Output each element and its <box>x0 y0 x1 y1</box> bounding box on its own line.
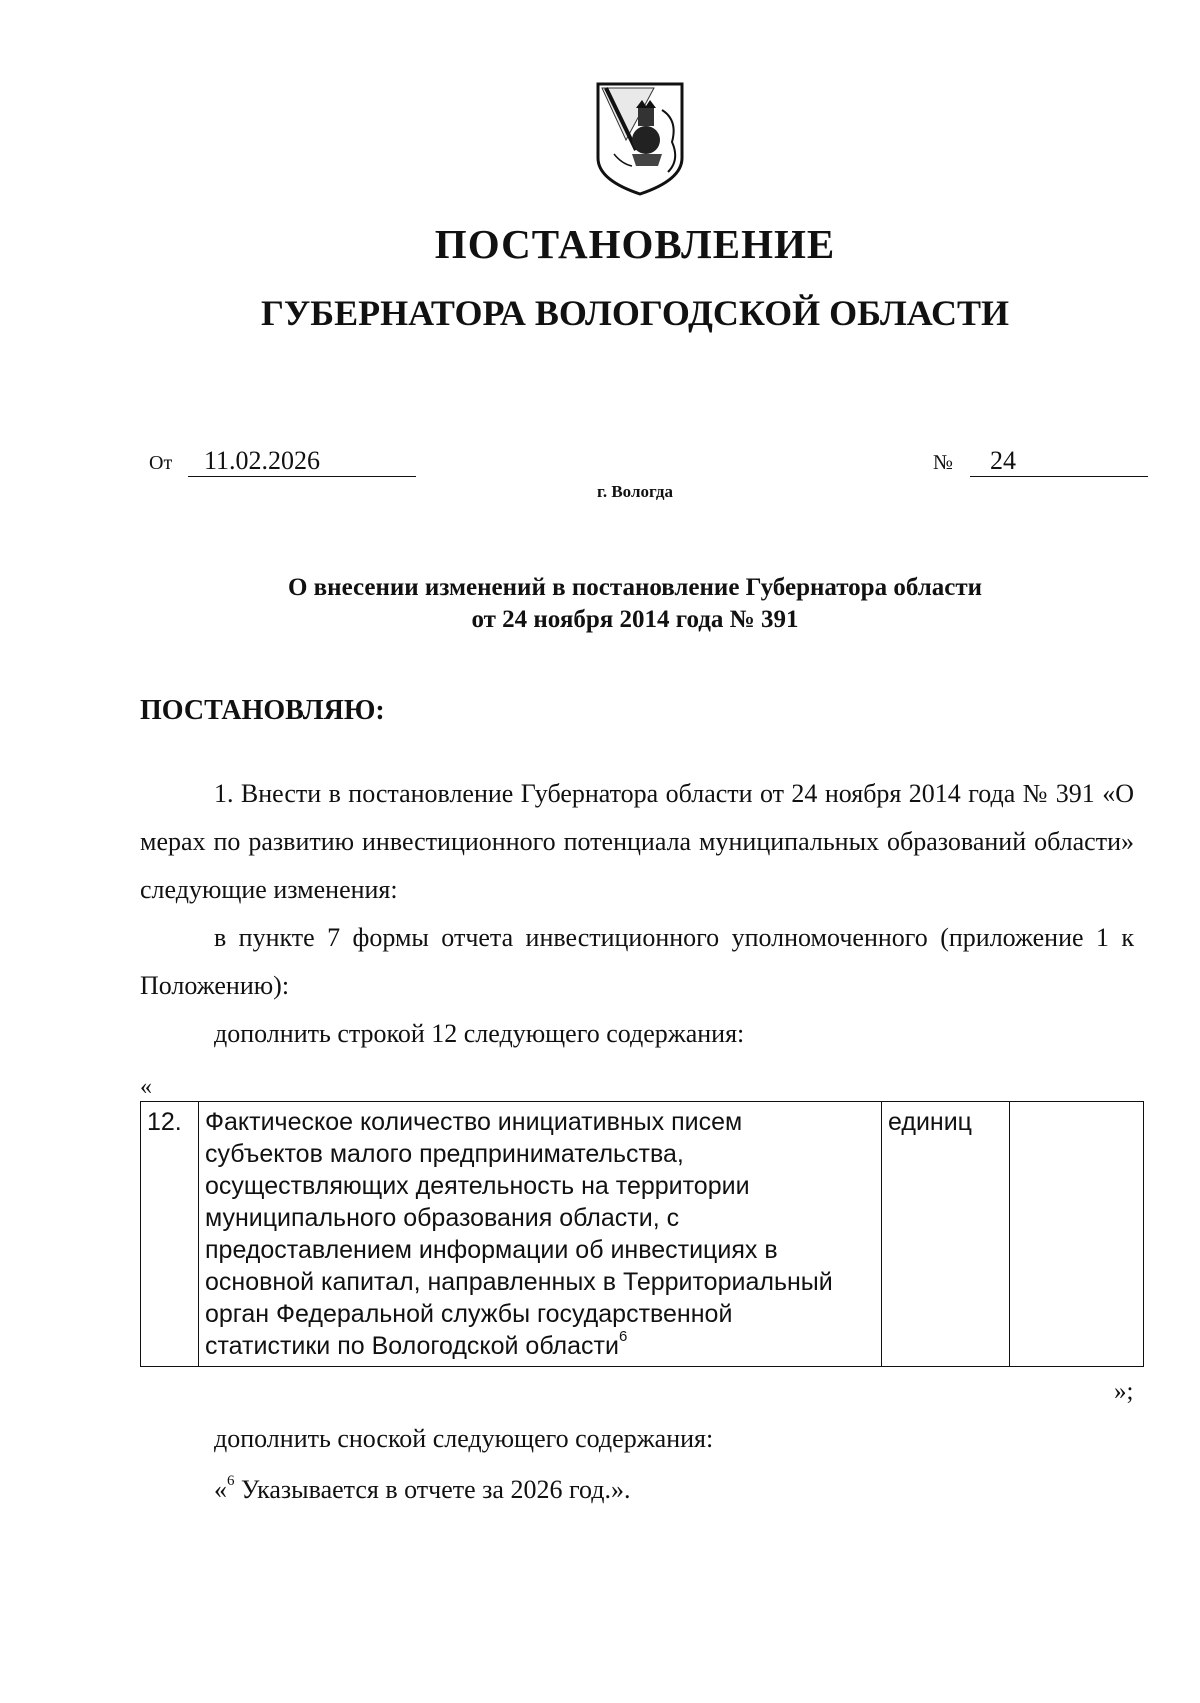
document-title: ПОСТАНОВЛЕНИЕ <box>434 221 836 267</box>
footnote-mark: 6 <box>618 1328 628 1345</box>
footnote-number: 6 <box>227 1473 235 1489</box>
indicator-line: орган Федеральной службы государственной <box>205 1300 733 1328</box>
indicator-line: предоставлением информации об инвестициях в <box>205 1236 778 1264</box>
indicator-line: осуществляющих деятельность на территории <box>205 1172 750 1200</box>
table-row <box>141 1102 1144 1367</box>
indicator-line: Фактическое количество инициативных писем <box>205 1108 743 1136</box>
paragraph-3: дополнить строкой 12 следующего содержания: <box>214 1019 745 1048</box>
unit-cell: единиц <box>882 1102 1010 1367</box>
value-cell <box>1010 1102 1144 1367</box>
footnote-text: Указывается в отчете за 2026 год.». <box>234 1475 631 1504</box>
indicator-line-last: статистики по Вологодской области <box>205 1332 619 1360</box>
number-label: № <box>933 450 954 474</box>
indicator-line: муниципального образования области, с <box>205 1204 680 1232</box>
close-quote: »; <box>1114 1378 1134 1405</box>
row-number-cell: 12. <box>141 1102 199 1367</box>
footnote-open-quote: « <box>214 1475 227 1504</box>
open-quote: « <box>140 1074 152 1100</box>
paragraph-1: 1. Внести в постановление Губернатора области от 24 ноября 2014 года № 391 «О мерах по развитию инвестиционного потенциала муниципальных образований области» следующие изменения: <box>140 779 1134 904</box>
decree-heading: ПОСТАНОВЛЯЮ: <box>140 695 385 726</box>
document-subtitle: ГУБЕРНАТОРА ВОЛОГОДСКОЙ ОБЛАСТИ <box>260 293 1010 333</box>
subject-line-1: О внесении изменений в постановление Губернатора области <box>287 574 983 601</box>
indicator-line: субъектов малого предпринимательства, <box>205 1140 684 1168</box>
paragraph-4: дополнить сноской следующего содержания: <box>214 1424 714 1453</box>
date-label: От <box>149 452 173 474</box>
subject-line-2: от 24 ноября 2014 года № 391 <box>471 606 799 633</box>
indicator-cell <box>199 1102 882 1367</box>
paragraph-2: в пункте 7 формы отчета инвестиционного уполномоченного (приложение 1 к Положению): <box>140 923 1134 1000</box>
coat-of-arms-icon <box>592 80 688 198</box>
indicator-line: основной капитал, направленных в Территориальный <box>205 1268 833 1296</box>
city: г. Вологда <box>597 482 673 501</box>
document-subject <box>0 572 1200 636</box>
paragraph-5 <box>214 1466 630 1514</box>
document-date: 11.02.2026 <box>188 446 416 477</box>
amendment-table <box>140 1101 1144 1367</box>
indicator-line <box>205 1330 875 1362</box>
document-number: 24 <box>970 446 1148 477</box>
